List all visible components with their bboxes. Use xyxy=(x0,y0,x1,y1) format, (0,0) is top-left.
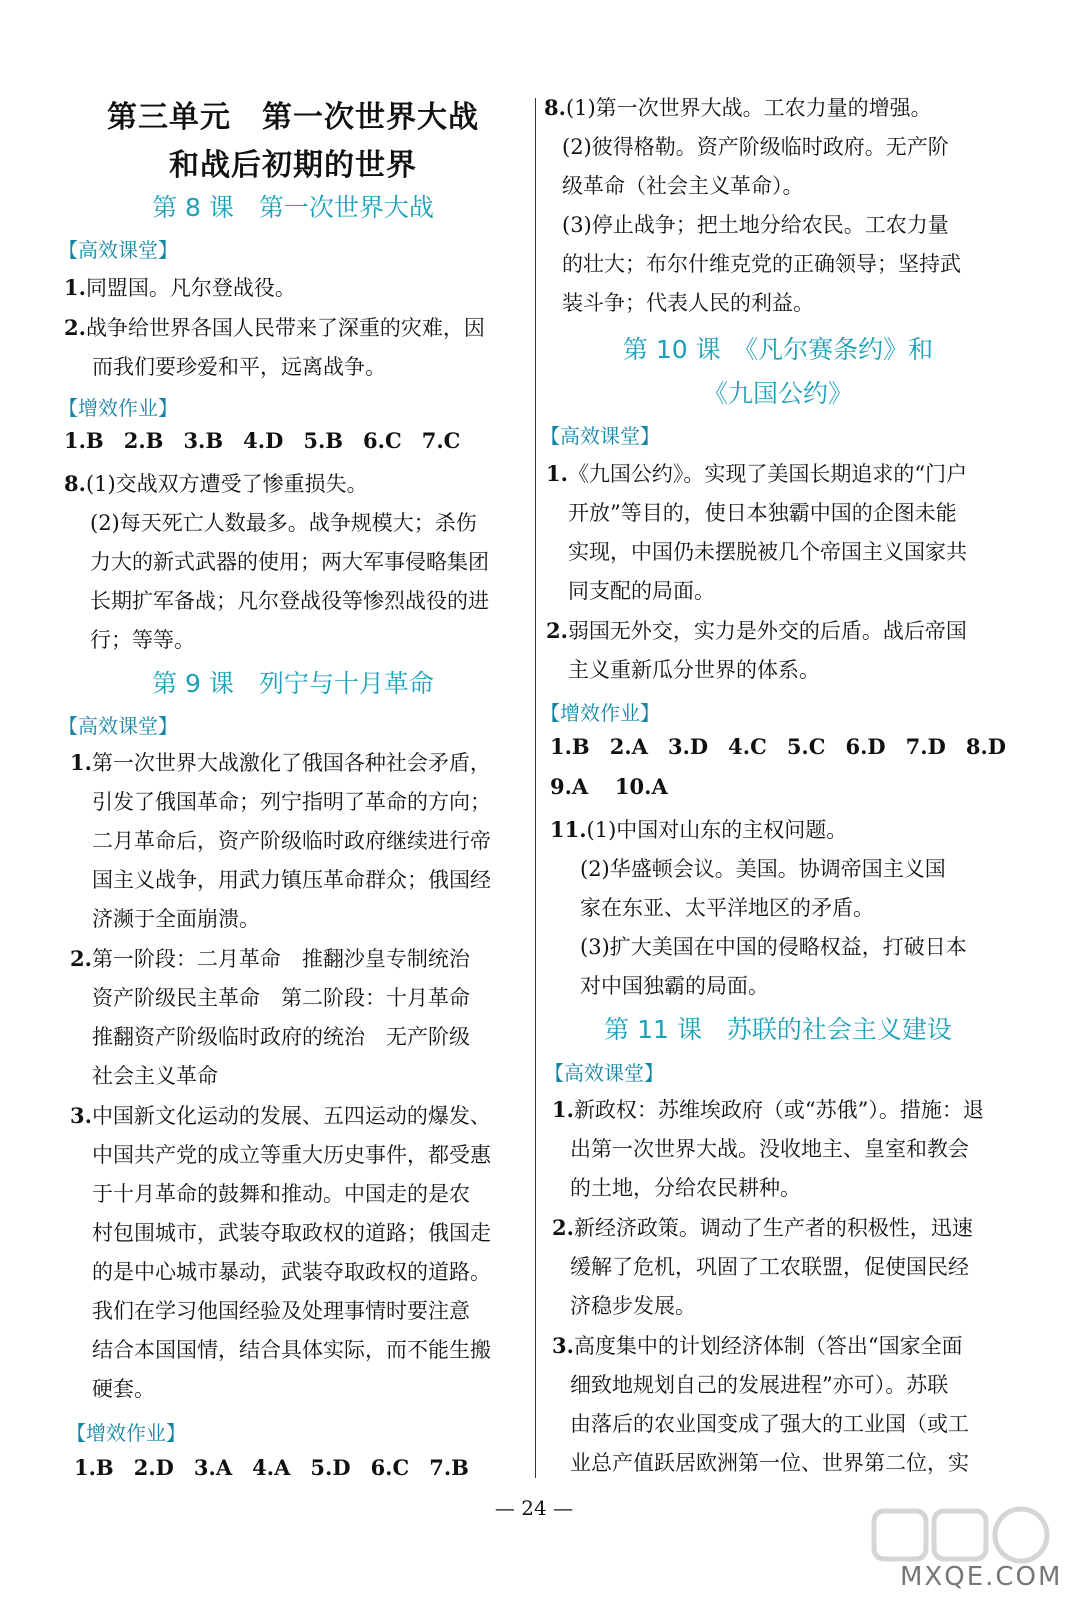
answer-row: 9.A 10.A xyxy=(550,774,668,799)
question-1-line: 开放”等目的，使日本独霸中国的企图未能 xyxy=(568,501,957,525)
question-3-line: 村包围城市，武装夺取政权的道路；俄国走 xyxy=(92,1221,491,1245)
question-3-line: 的是中心城市暴动，武装夺取政权的道路。 xyxy=(92,1260,491,1284)
question-1: 1.《九国公约》。实现了美国长期追求的“门户 xyxy=(546,461,968,486)
question-3-line: 结合本国国情，结合具体实际，而不能生搬 xyxy=(92,1338,491,1362)
question-2-line: 济稳步发展。 xyxy=(570,1294,696,1318)
question-8-line: 力大的新式武器的使用；两大军事侵略集团 xyxy=(90,550,489,574)
answer-row: 1.B 2.B 3.B 4.D 5.B 6.C 7.C xyxy=(64,428,461,453)
question-1-line: 济濒于全面崩溃。 xyxy=(92,907,260,931)
answer-row: 1.B 2.D 3.A 4.A 5.D 6.C 7.B xyxy=(74,1455,469,1480)
section-tag: 【增效作业】 xyxy=(58,396,178,420)
section-tag: 【高效课堂】 xyxy=(58,238,178,262)
left-column xyxy=(58,0,524,1600)
question-1-line: 实现，中国仍未摆脱被几个帝国主义国家共 xyxy=(568,540,967,564)
question-11-line: 家在东亚、太平洋地区的矛盾。 xyxy=(580,896,874,920)
question-2-line: 资产阶级民主革命 第二阶段：十月革命 xyxy=(92,986,470,1010)
question-8-line: (3)停止战争；把土地分给农民。工农力量 xyxy=(562,213,949,237)
question-11-line: (2)华盛顿会议。美国。协调帝国主义国 xyxy=(580,857,946,881)
question-8-line: 级革命（社会主义革命）。 xyxy=(562,174,804,198)
lesson-10-title-line2: 《九国公约》 xyxy=(702,379,853,408)
question-3: 3.高度集中的计划经济体制（答出“国家全面 xyxy=(552,1333,963,1358)
question-2: 2.战争给世界各国人民带来了深重的灾难，因 xyxy=(64,315,485,340)
right-column xyxy=(540,0,1008,1600)
question-8-line: 长期扩军备战；凡尔登战役等惨烈战役的进 xyxy=(90,589,489,613)
question-2: 2.第一阶段：二月革命 推翻沙皇专制统治 xyxy=(70,946,470,971)
question-1-line: 出第一次世界大战。没收地主、皇室和教会 xyxy=(570,1137,969,1161)
page-number: — 24 — xyxy=(494,1496,574,1520)
answer-row: 1.B 2.A 3.D 4.C 5.C 6.D 7.D 8.D xyxy=(550,734,1006,759)
section-tag: 【高效课堂】 xyxy=(58,714,178,738)
question-2-line: 主义重新瓜分世界的体系。 xyxy=(568,658,820,682)
question-11-line: (3)扩大美国在中国的侵略权益，打破日本 xyxy=(580,935,967,959)
question-1-line: 国主义战争，用武力镇压革命群众；俄国经 xyxy=(92,868,491,892)
section-tag: 【高效课堂】 xyxy=(544,1061,664,1085)
question-8-line: 装斗争；代表人民的利益。 xyxy=(562,291,814,315)
question-1-line: 引发了俄国革命；列宁指明了革命的方向； xyxy=(92,790,491,814)
section-tag: 【增效作业】 xyxy=(540,701,660,725)
question-1-line: 二月革命后，资产阶级临时政府继续进行帝 xyxy=(92,829,491,853)
section-tag: 【增效作业】 xyxy=(66,1421,186,1445)
lesson-10-title-line1: 第 10 课 《凡尔赛条约》和 xyxy=(622,335,934,364)
question-3-line: 硬套。 xyxy=(92,1377,155,1401)
unit-title-line1: 第三单元 第一次世界大战 xyxy=(107,100,479,135)
question-2-cont: 而我们要珍爱和平，远离战争。 xyxy=(92,355,386,379)
lesson-11-title: 第 11 课 苏联的社会主义建设 xyxy=(604,1015,952,1044)
question-11-line: 对中国独霸的局面。 xyxy=(580,974,769,998)
question-8: 8.(1)交战双方遭受了惨重损失。 xyxy=(64,471,368,496)
column-divider xyxy=(535,98,536,1478)
question-3-line: 由落后的农业国变成了强大的工业国（或工 xyxy=(570,1412,969,1436)
question-2: 2.弱国无外交，实力是外交的后盾。战后帝国 xyxy=(546,618,967,643)
question-2: 2.新经济政策。调动了生产者的积极性，迅速 xyxy=(552,1215,973,1240)
question-1-line: 同支配的局面。 xyxy=(568,579,715,603)
question-3-line: 细致地规划自己的发展进程”亦可）。苏联 xyxy=(570,1373,949,1397)
question-8-line: (2)彼得格勒。资产阶级临时政府。无产阶 xyxy=(562,135,949,159)
question-2-line: 社会主义革命 xyxy=(92,1064,218,1088)
unit-title-line2: 和战后初期的世界 xyxy=(169,148,417,183)
question-1: 1.同盟国。凡尔登战役。 xyxy=(64,275,296,300)
question-8-line: (2)每天死亡人数最多。战争规模大；杀伤 xyxy=(90,511,477,535)
question-2-line: 推翻资产阶级临时政府的统治 无产阶级 xyxy=(92,1025,470,1049)
question-3-line: 于十月革命的鼓舞和推动。中国走的是农 xyxy=(92,1182,470,1206)
question-1-line: 的土地，分给农民耕种。 xyxy=(570,1176,801,1200)
question-8-line: 的壮大；布尔什维克党的正确领导；坚持武 xyxy=(562,252,961,276)
question-3: 3.中国新文化运动的发展、五四运动的爆发、 xyxy=(70,1103,491,1128)
question-3-line: 中国共产党的成立等重大历史事件，都受惠 xyxy=(92,1143,491,1167)
question-1: 1.第一次世界大战激化了俄国各种社会矛盾， xyxy=(70,750,491,775)
watermark-text: MXQE.COM xyxy=(900,1562,1063,1592)
question-8: 8.(1)第一次世界大战。工农力量的增强。 xyxy=(544,95,932,120)
question-3-line: 我们在学习他国经验及处理事情时要注意 xyxy=(92,1299,470,1323)
question-2-line: 缓解了危机，巩固了工农联盟，促使国民经 xyxy=(570,1255,969,1279)
lesson-9-title: 第 9 课 列宁与十月革命 xyxy=(152,669,434,698)
section-tag: 【高效课堂】 xyxy=(540,424,660,448)
question-1: 1.新政权：苏维埃政府（或“苏俄”）。措施：退 xyxy=(552,1097,984,1122)
lesson-8-title: 第 8 课 第一次世界大战 xyxy=(152,193,434,222)
question-11: 11.(1)中国对山东的主权问题。 xyxy=(550,817,848,842)
question-3-line: 业总产值跃居欧洲第一位、世界第二位，实 xyxy=(570,1451,969,1475)
question-8-line: 行；等等。 xyxy=(90,628,195,652)
